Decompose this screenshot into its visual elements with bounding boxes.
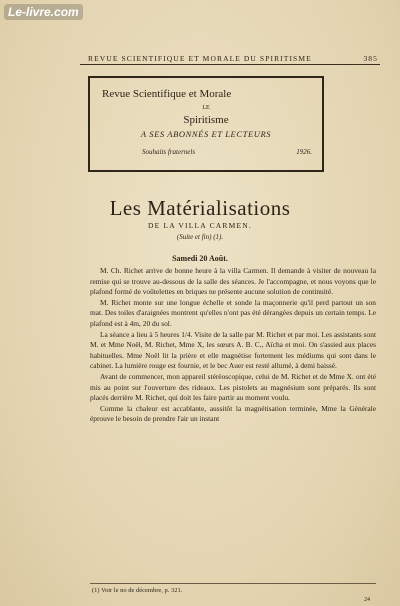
- notice-salutation: Souhaits fraternels: [142, 148, 196, 156]
- greeting-notice: [88, 76, 324, 172]
- page-number: 385: [363, 54, 378, 63]
- paragraph: Avant de commencer, mon appareil stéréoscopique, celui de M. Richet et de Mme X. ont été mis au point sur l'ouverture des rideaux. Les pistolets au magnésium sont préparés. Ils sont placés derrière M. Richet, qui doit les faire partir au moment voulu.: [90, 371, 376, 403]
- notice-le: LE: [202, 105, 210, 111]
- watermark: Le-livre.com: [4, 4, 83, 20]
- header-rule: [80, 64, 380, 65]
- notice-spiritisme: Spiritisme: [183, 114, 229, 126]
- paragraph: La séance a lieu à 5 heures 1/4. Visite de la salle par M. Richet et par moi. Les assistants sont M. et Mme Noël, M. Richet, Mme X, les sœurs A. B. C., Aïcha et moi. On s'assied aux places habituelles. Mme Noël lit la prière et elle magnétise fortement les médiums qui sont dans le cabinet. La lumière rouge est fournie, et le bec Auer est resté allumé, à demi baissé.: [90, 329, 376, 371]
- notice-year: 1926.: [296, 148, 312, 156]
- footnote-rule: [90, 583, 376, 584]
- article-subtitle: DE LA VILLA CARMEN.: [148, 221, 252, 230]
- paragraph: M. Ch. Richet arrive de bonne heure à la villa Carmen. Il demande à visiter de nouveau la remise qui se trouve au-dessous de la salle des séances. Je l'accompagne, et nous voyons que le plafond formé de voûtelettes en briques ne présente aucune solution de continuité.: [90, 266, 376, 297]
- footnote: (1) Voir le no de décembre, p. 321.: [92, 587, 183, 594]
- journal-name: REVUE SCIENTIFIQUE ET MORALE DU SPIRITISME: [88, 54, 312, 63]
- date-heading: Samedi 20 Août.: [172, 254, 228, 263]
- article-body: [90, 266, 376, 425]
- article-title: Les Matérialisations: [109, 196, 291, 220]
- notice-subtitle: A SES ABONNÉS ET LECTEURS: [140, 129, 272, 139]
- running-header: [88, 54, 378, 63]
- article-continuation: (Suite et fin) (1).: [176, 233, 224, 241]
- notice-title: Revue Scientifique et Morale: [102, 88, 232, 100]
- paragraph: Comme la chaleur est accablante, aussitôt la magnétisation terminée, Mme la Générale éprouve le besoin de prendre l'air un instant: [90, 403, 376, 424]
- paragraph: M. Richet monte sur une longue échelle et sonde la maçonnerie qu'il perd partout un son mat. Des toiles d'araignées montrent qu'elles n'ont pas été dérangées depuis un certain temps. Le plafond est à 4m, 20 du sol.: [90, 297, 376, 328]
- signature-mark: 24: [364, 597, 370, 603]
